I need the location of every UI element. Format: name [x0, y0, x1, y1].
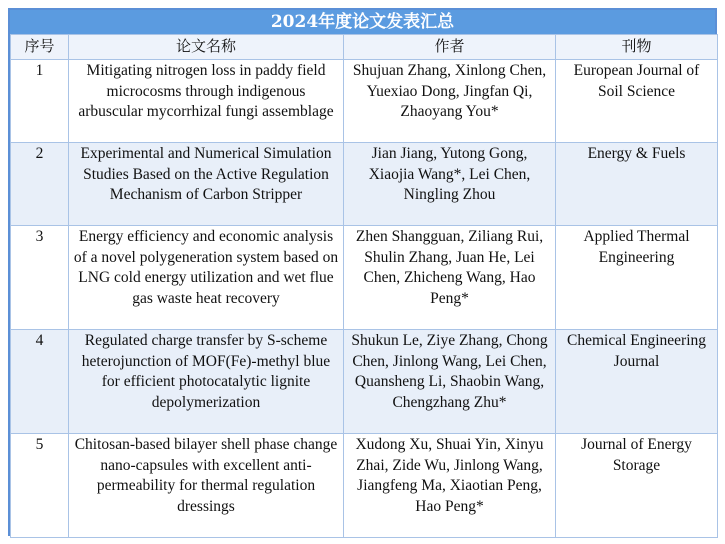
cell-authors: Shukun Le, Ziye Zhang, Chong Chen, Jinlong Wang, Lei Chen, Quansheng Li, Shaobin Wang, Chengzhang Zhu*: [344, 330, 556, 434]
cell-journal: Applied Thermal Engineering: [556, 226, 718, 330]
cell-authors: Shujuan Zhang, Xinlong Chen, Yuexiao Dong, Jingfan Qi, Zhaoyang You*: [344, 60, 556, 143]
header-index: 序号: [11, 35, 69, 60]
table-title: 2024年度论文发表汇总: [10, 10, 715, 34]
cell-paper: Mitigating nitrogen loss in paddy field microcosms through indigenous arbuscular mycorrhizal fungi assemblage: [69, 60, 344, 143]
cell-paper: Regulated charge transfer by S-scheme heterojunction of MOF(Fe)-methyl blue for efficient photocatalytic lignite depolymerization: [69, 330, 344, 434]
cell-paper: Energy efficiency and economic analysis of a novel polygeneration system based on LNG cold energy utilization and wet flue gas waste heat recovery: [69, 226, 344, 330]
cell-index: 4: [11, 330, 69, 434]
publication-summary-table-container: [8, 8, 717, 536]
cell-paper: Experimental and Numerical Simulation Studies Based on the Active Regulation Mechanism of Carbon Stripper: [69, 143, 344, 226]
cell-journal: Journal of Energy Storage: [556, 434, 718, 538]
header-authors: 作者: [344, 35, 556, 60]
header-journal: 刊物: [556, 35, 718, 60]
cell-authors: Xudong Xu, Shuai Yin, Xinyu Zhai, Zide Wu, Jinlong Wang, Jiangfeng Ma, Xiaotian Peng, Hao Peng*: [344, 434, 556, 538]
cell-paper: Chitosan-based bilayer shell phase change nano-capsules with excellent anti-permeability for thermal regulation dressings: [69, 434, 344, 538]
cell-index: 2: [11, 143, 69, 226]
header-row: [11, 35, 718, 60]
cell-index: 1: [11, 60, 69, 143]
table-row: [11, 226, 718, 330]
cell-authors: Zhen Shangguan, Ziliang Rui, Shulin Zhang, Juan He, Lei Chen, Zhicheng Wang, Hao Peng*: [344, 226, 556, 330]
cell-authors: Jian Jiang, Yutong Gong, Xiaojia Wang*, Lei Chen, Ningling Zhou: [344, 143, 556, 226]
table-row: [11, 60, 718, 143]
table-row: [11, 143, 718, 226]
cell-journal: Chemical Engineering Journal: [556, 330, 718, 434]
cell-journal: European Journal of Soil Science: [556, 60, 718, 143]
table-row: [11, 330, 718, 434]
cell-index: 3: [11, 226, 69, 330]
header-paper: 论文名称: [69, 35, 344, 60]
table-row: [11, 434, 718, 538]
publication-table: [10, 34, 718, 538]
cell-index: 5: [11, 434, 69, 538]
cell-journal: Energy & Fuels: [556, 143, 718, 226]
